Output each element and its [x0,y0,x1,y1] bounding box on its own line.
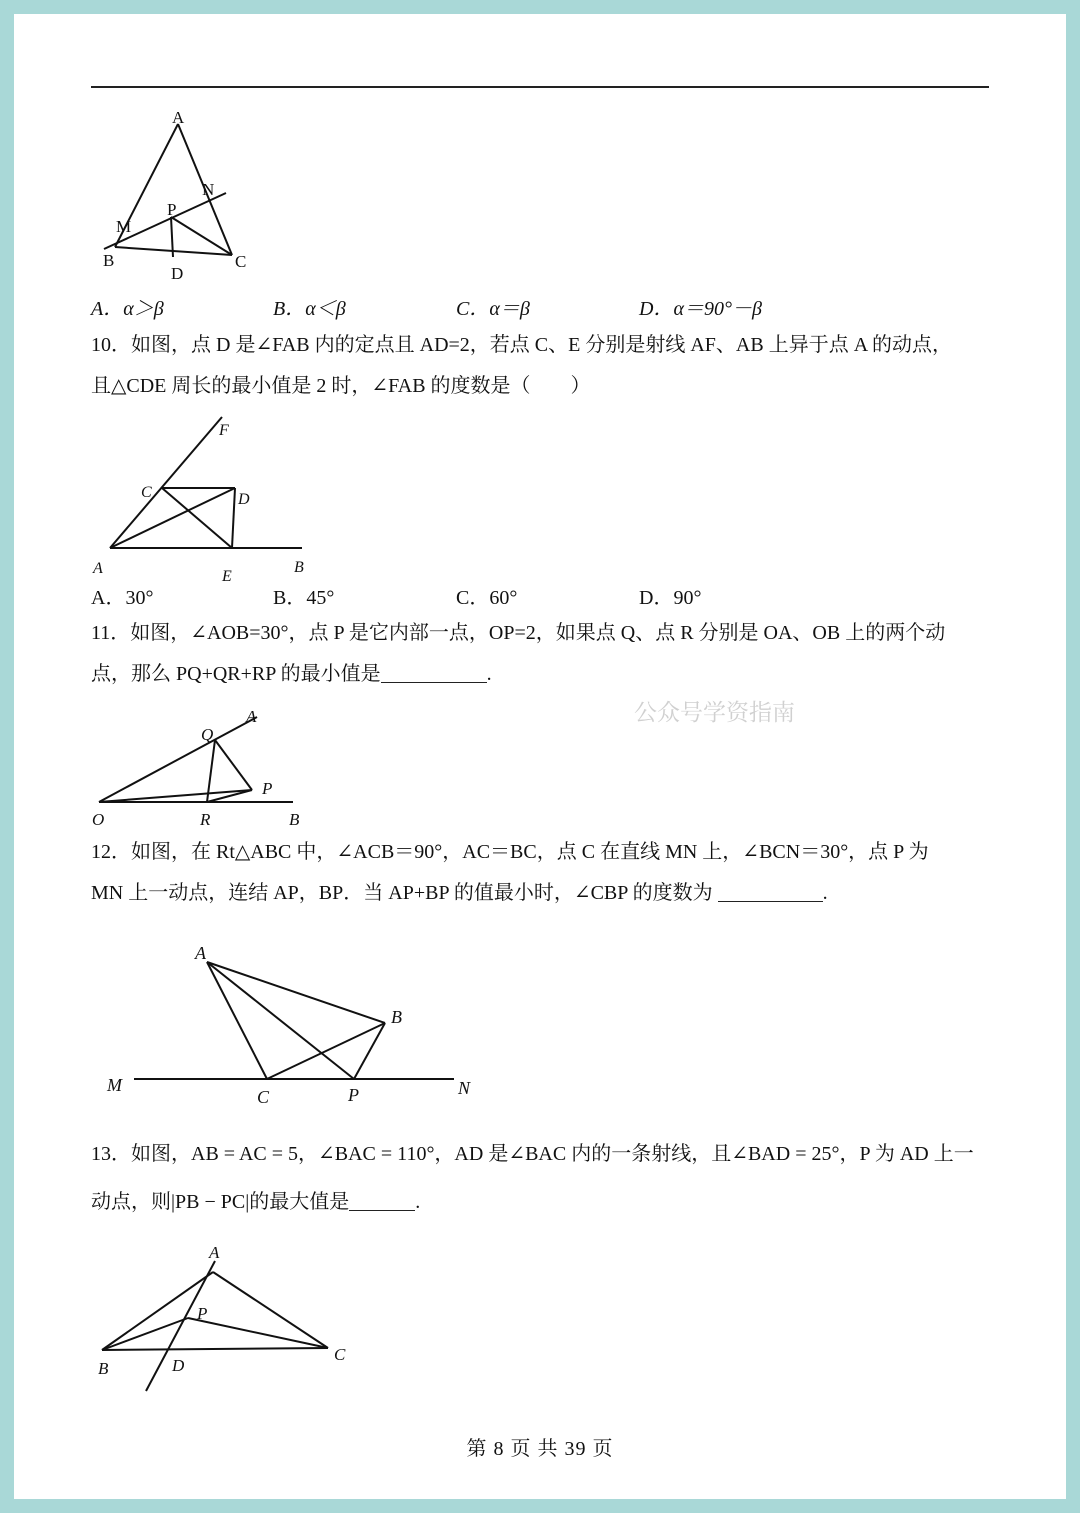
q12-text-line2-end: . [822,882,828,904]
q9-option-a: A．α＞β [91,298,164,320]
q11-text-line2-main: 点，那么 PQ+QR+RP 的最小值是 [91,663,381,685]
q11-text-line1: 11．如图，∠AOB=30°，点 P 是它内部一点，OP=2，如果点 Q、点 R 分别是 OA、OB 上的两个动 [91,622,946,644]
q9-option-c: C．α＝β [456,298,530,320]
q12-label-n: N [458,1078,471,1098]
q12-text-line2-main: MN 上一动点，连结 AP，BP．当 AP+BP 的值最小时，∠CBP 的度数为 [91,882,713,904]
q10-figure [89,409,319,589]
q11-label-b: B [289,810,300,829]
q12-label-b: B [391,1007,402,1027]
q13-text-line2-end: . [415,1191,421,1213]
q12-label-c: C [257,1087,270,1107]
q12-text-line1: 12．如图，在 Rt△ABC 中，∠ACB＝90°，AC＝BC，点 C 在直线 MN 上，∠BCN＝30°，点 P 为 [91,841,929,863]
q11-label-r: R [200,810,211,829]
q10-label-c: C [141,484,152,501]
q12-answer-blank[interactable] [718,879,823,902]
q10-label-a: A [93,560,103,577]
q9-label-a: A [172,108,185,127]
q11-text-line2 [91,654,492,695]
document-page [14,14,1066,1499]
q13-label-p: P [197,1304,208,1323]
q10-text-line2: 且△CDE 周长的最小值是 2 时，∠FAB 的度数是（ ） [91,375,591,397]
q11-answer-blank[interactable] [381,660,487,683]
q11-label-q: Q [201,725,214,744]
q9-label-p: P [167,200,177,219]
q11-label-o: O [92,810,105,829]
page-footer: 第 8 页 共 39 页 [466,1438,614,1460]
q9-option-b: B．α＜β [273,298,346,320]
q13-label-d: D [172,1356,185,1375]
q13-text-line2-main: 动点，则|PB − PC|的最大值是 [91,1191,350,1213]
q10-label-b: B [294,559,304,576]
q13-answer-blank[interactable] [349,1188,415,1211]
q12-text-line2 [91,873,828,914]
q11-label-p: P [262,779,273,798]
q12-label-p: P [348,1085,359,1105]
q10-option-a: A．30° [91,587,154,609]
watermark: 公众号学资指南 [634,700,795,726]
q11-label-a: A [246,707,257,726]
q9-option-d: D．α＝90°－β [639,298,762,320]
q9-label-c: C [235,252,247,271]
q13-figure [94,1239,374,1399]
q9-label-n: N [202,180,215,199]
q13-text-line2 [91,1182,420,1223]
q13-label-b: B [98,1359,109,1378]
q12-figure [99,939,499,1119]
q10-option-b: B．45° [273,587,335,609]
q13-label-a: A [209,1243,220,1262]
q10-text-line1: 10．如图，点 D 是∠FAB 内的定点且 AD=2，若点 C、E 分别是射线 AF、AB 上异于点 A 的动点， [91,334,953,356]
q13-label-c: C [334,1345,346,1364]
q10-label-d: D [238,491,250,508]
q12-label-a: A [195,943,206,963]
q9-label-d: D [171,264,184,283]
q11-figure [89,694,309,844]
q10-option-d: D．90° [639,587,702,609]
q12-label-m: M [107,1075,122,1095]
q9-label-b: B [103,251,115,270]
q9-figure [94,108,274,283]
q10-option-c: C．60° [456,587,518,609]
q13-text-line1: 13．如图，AB = AC = 5，∠BAC = 110°，AD 是∠BAC 内的一条射线，且∠BAD = 25°，P 为 AD 上一 [91,1143,974,1165]
q10-label-f: F [219,422,229,439]
q9-label-m: M [116,217,132,236]
q10-label-e: E [222,568,232,585]
q11-text-line2-end: . [486,663,492,685]
header-rule [91,86,989,88]
